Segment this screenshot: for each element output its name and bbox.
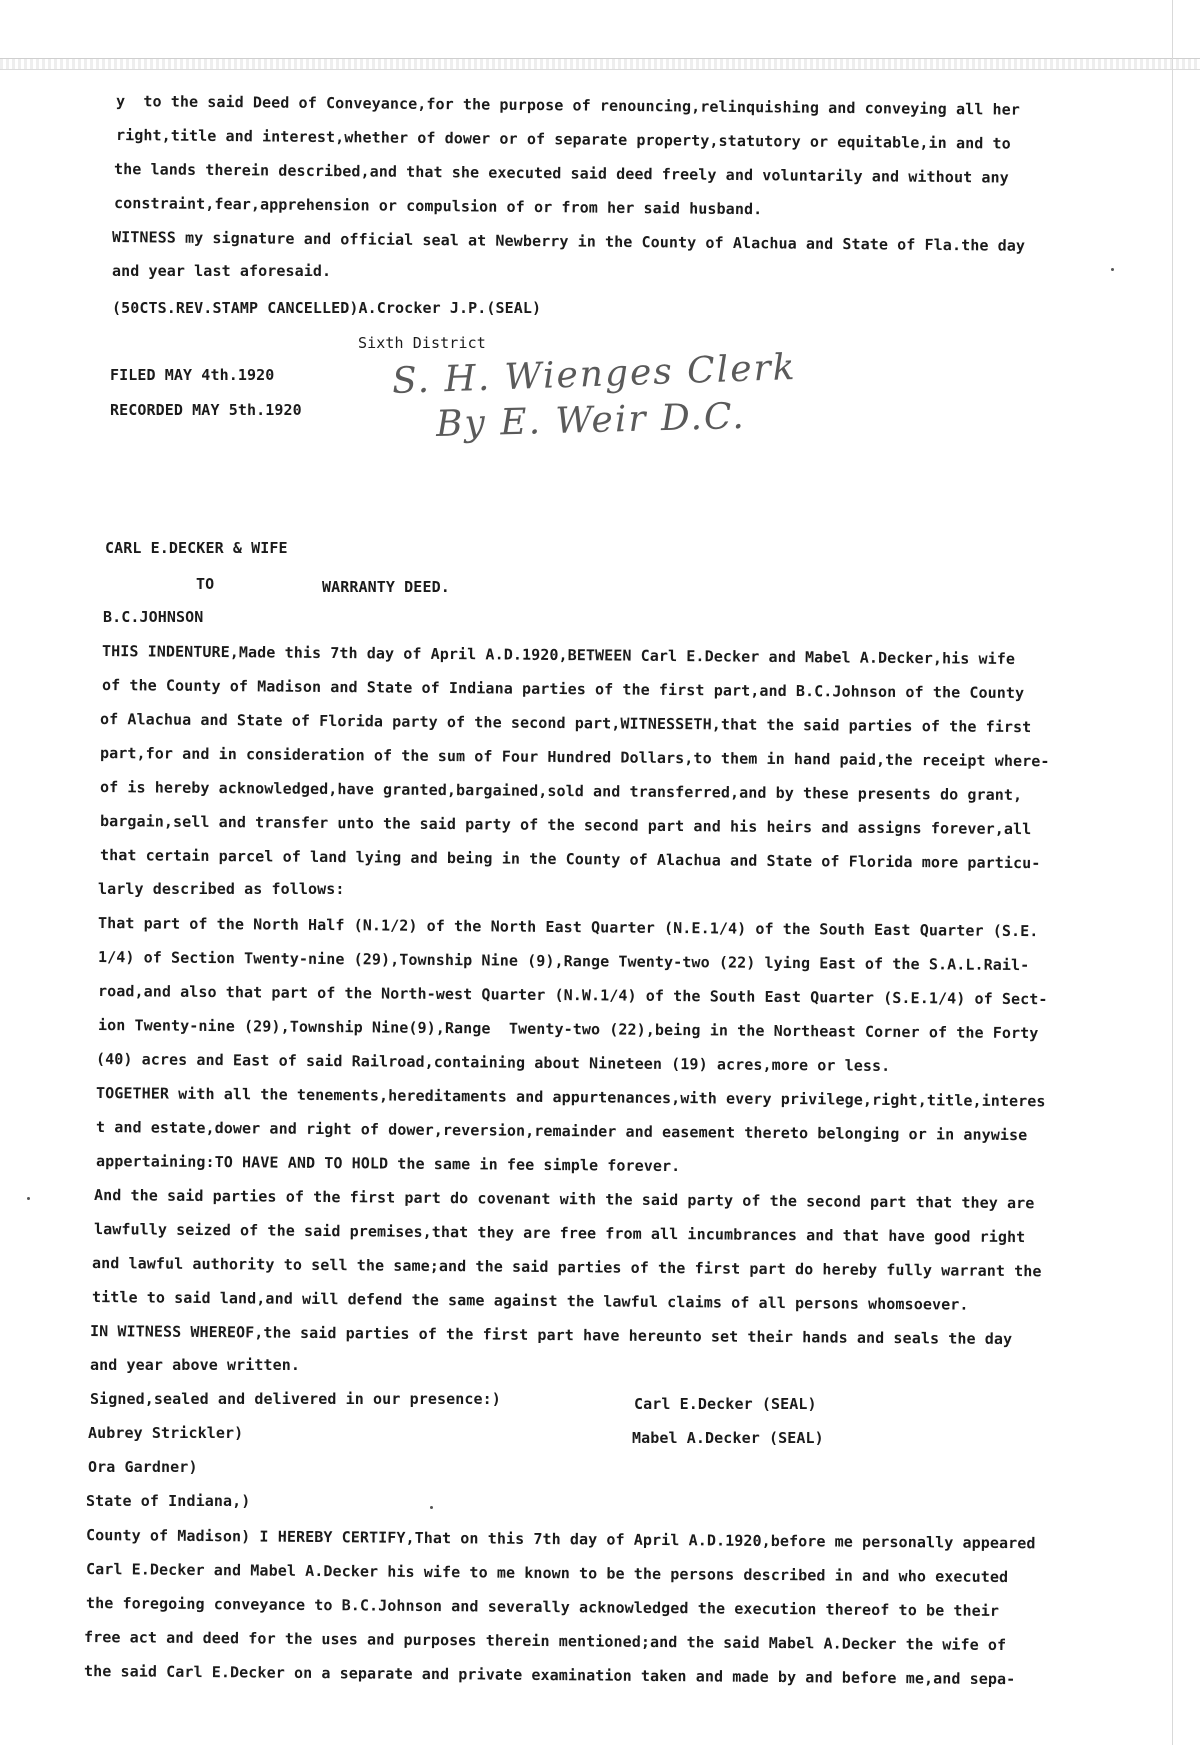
deputy-handwritten-signature: By E. Weir D.C.	[435, 395, 747, 446]
certificate-line: County of Madison) I HEREBY CERTIFY,That on this 7th day of April A.D.1920,before me personally appeared	[85, 1526, 1036, 1553]
witness-name: Ora Gardner)	[88, 1458, 198, 1476]
deed-line: and lawful authority to sell the same;and the said parties of the first part do hereby fully warrant the	[91, 1254, 1042, 1281]
scan-speck	[27, 1197, 30, 1200]
clerk-handwritten-signature: S. H. Wienges Clerk	[391, 346, 798, 403]
state-line: State of Indiana,)	[86, 1492, 251, 1510]
deed-line: appertaining:TO HAVE AND TO HOLD the same in fee simple forever.	[95, 1152, 681, 1176]
deed-line: That part of the North Half (N.1/2) of the North East Quarter (N.E.1/4) of the South East Quarter (S.E.	[97, 914, 1039, 941]
text-line: constraint,fear,apprehension or compulsion of or from her said husband.	[113, 194, 763, 219]
signed-sealed-line: Signed,sealed and delivered in our presence:)	[90, 1390, 501, 1408]
deed-line: 1/4) of Section Twenty-nine (29),Township Nine (9),Range Twenty-two (22) lying East of the S.A.L.Rail-	[97, 948, 1030, 975]
deed-line: (40) acres and East of said Railroad,containing about Nineteen (19) acres,more or less.	[95, 1050, 891, 1075]
deed-type-heading: WARRANTY DEED.	[322, 578, 450, 596]
recorded-line: RECORDED MAY 5th.1920	[110, 401, 302, 419]
deed-line: of is hereby acknowledged,have granted,bargained,sold and transferred,and by these presents do grant,	[99, 778, 1023, 805]
deed-line: TOGETHER with all the tenements,hereditaments and appurtenances,with every privilege,right,title,interes	[95, 1084, 1046, 1111]
scan-right-edge	[1172, 0, 1173, 1745]
certificate-line: the said Carl E.Decker on a separate and private examination taken and made by and before me,and sepa-	[83, 1662, 1016, 1689]
deed-line: bargain,sell and transfer unto the said party of the second part and his heirs and assigns forever,all	[99, 812, 1032, 839]
text-line: right,title and interest,whether of dower or of separate property,statutory or equitable,in and to	[115, 126, 1011, 153]
deed-line: title to said land,and will defend the same against the lawful claims of all persons whomsoever.	[91, 1288, 969, 1314]
district-line: Sixth District	[358, 334, 486, 352]
certificate-line: Carl E.Decker and Mabel A.Decker his wife to me known to be the persons described in and who executed	[85, 1560, 1009, 1587]
text-line: y to the said Deed of Conveyance,for the purpose of renouncing,relinquishing and conveying all her	[115, 92, 1020, 119]
grantor-heading: CARL E.DECKER & WIFE	[105, 539, 288, 557]
deed-line: of the County of Madison and State of Indiana parties of the first part,and B.C.Johnson of the County	[101, 676, 1025, 703]
filed-line: FILED MAY 4th.1920	[110, 366, 275, 384]
deed-line: IN WITNESS WHEREOF,the said parties of the first part have hereunto set their hands and seals the day	[89, 1322, 1013, 1349]
text-line: WITNESS my signature and official seal at Newberry in the County of Alachua and State of Fla.the day	[111, 228, 1026, 255]
deed-line: part,for and in consideration of the sum of Four Hundred Dollars,to them in hand paid,the receipt where-	[99, 744, 1050, 771]
seal-line: (50CTS.REV.STAMP CANCELLED)A.Crocker J.P.(SEAL)	[112, 299, 542, 317]
scan-speck	[1111, 268, 1114, 271]
certificate-line: free act and deed for the uses and purposes therein mentioned;and the said Mabel A.Decker the wife of	[83, 1628, 1007, 1655]
grantor-signature: Carl E.Decker (SEAL)	[634, 1395, 817, 1413]
witness-name: Aubrey Strickler)	[88, 1424, 244, 1442]
deed-line: larly described as follows:	[98, 880, 345, 898]
text-line: the lands therein described,and that she executed said deed freely and voluntarily and without any	[113, 160, 1009, 187]
deed-line: of Alachua and State of Florida party of the second part,WITNESSETH,that the said parties of the first	[99, 710, 1032, 737]
text-line: and year last aforesaid.	[112, 262, 332, 280]
deed-line: ion Twenty-nine (29),Township Nine(9),Range Twenty-two (22),being in the Northeast Corner of the Forty	[97, 1016, 1039, 1043]
deed-line: And the said parties of the first part do covenant with the said party of the second part that they are	[93, 1186, 1035, 1213]
certificate-line: the foregoing conveyance to B.C.Johnson and severally acknowledged the execution thereof to be their	[85, 1594, 1000, 1620]
deed-line: road,and also that part of the North-west Quarter (N.W.1/4) of the South East Quarter (S.E.1/4) of Sect-	[97, 982, 1048, 1009]
deed-line: that certain parcel of land lying and being in the County of Alachua and State of Florida more particu-	[99, 846, 1041, 873]
to-heading: TO	[196, 575, 215, 593]
scan-top-border	[0, 58, 1200, 70]
scan-speck	[430, 1506, 433, 1509]
deed-line: t and estate,dower and right of dower,reversion,remainder and easement thereto belonging or in anywise	[95, 1118, 1028, 1145]
grantor-signature: Mabel A.Decker (SEAL)	[632, 1429, 824, 1447]
deed-line: lawfully seized of the said premises,that they are free from all incumbrances and that have good right	[93, 1220, 1026, 1247]
deed-line: THIS INDENTURE,Made this 7th day of April A.D.1920,BETWEEN Carl E.Decker and Mabel A.Decker,his wife	[101, 642, 1016, 668]
grantee-heading: B.C.JOHNSON	[103, 608, 204, 626]
deed-line: and year above written.	[90, 1356, 301, 1374]
